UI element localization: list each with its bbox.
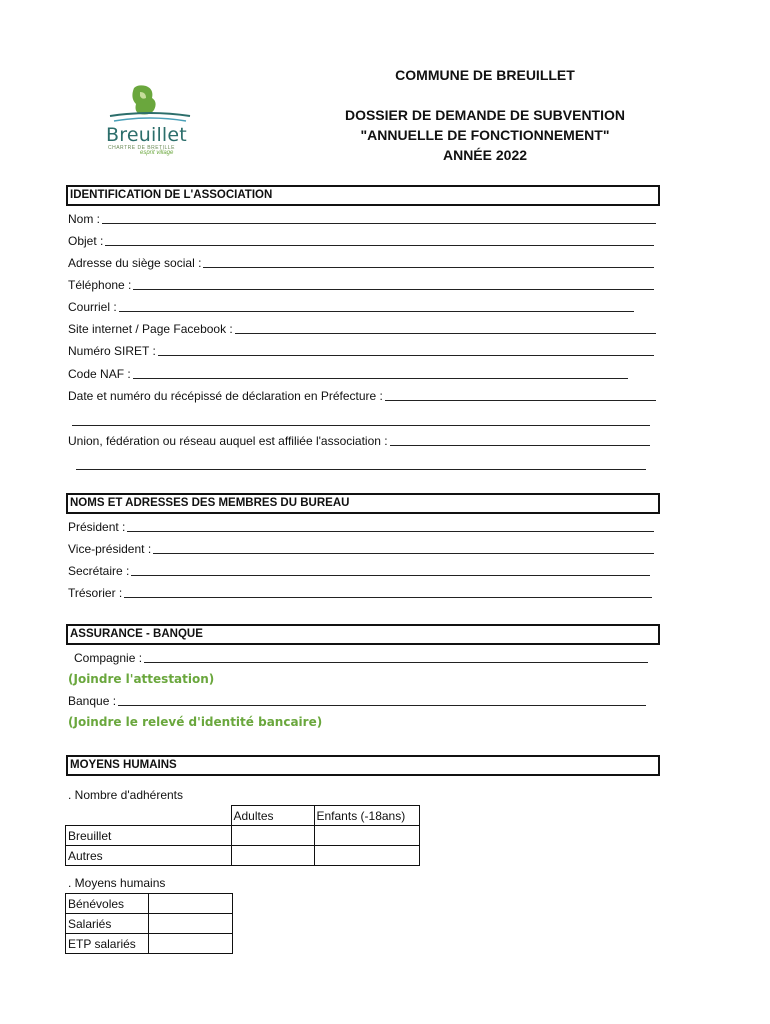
field-president[interactable]: Président : [68,518,654,534]
logo-tagline: esprit village [140,150,174,156]
field-recepisse-continuation[interactable] [72,424,650,426]
table-row [66,914,233,934]
table-row [66,846,420,866]
field-site-internet[interactable]: Site internet / Page Facebook : [68,320,656,336]
cell-etp[interactable] [149,934,233,954]
adherents-label: . Nombre d'adhérents [68,788,184,802]
note-rib: (Joindre le relevé d'identité bancaire) [68,715,323,729]
logo-emblem-icon [104,84,196,128]
breuillet-logo [104,84,196,158]
field-union[interactable]: Union, fédération ou réseau auquel est affiliée l'association : [68,432,650,448]
cell-autres-adultes[interactable] [231,846,314,866]
dossier-year: ANNÉE 2022 [442,147,528,163]
adherents-table [65,805,420,866]
field-recepisse[interactable]: Date et numéro du récépissé de déclaration en Préfecture : [68,387,656,403]
field-siret[interactable]: Numéro SIRET : [68,342,654,358]
section-moyens-title: MOYENS HUMAINS [66,755,660,776]
row-label-breuillet: Breuillet [66,826,232,846]
field-code-naf[interactable]: Code NAF : [68,365,628,381]
field-vice-president[interactable]: Vice-président : [68,540,654,556]
table-row [66,894,233,914]
field-courriel[interactable]: Courriel : [68,298,634,314]
field-adresse[interactable]: Adresse du siège social : [68,254,654,270]
cell-benevoles[interactable] [149,894,233,914]
cell-autres-enfants[interactable] [314,846,419,866]
dossier-subtitle: "ANNUELLE DE FONCTIONNEMENT" [360,127,610,143]
field-banque[interactable]: Banque : [68,692,646,708]
humains-table [65,893,233,954]
row-label-salaries: Salariés [66,914,149,934]
field-union-continuation[interactable] [76,468,646,470]
field-telephone[interactable]: Téléphone : [68,276,654,292]
column-header-enfants: Enfants (-18ans) [314,806,419,826]
section-identification-title: IDENTIFICATION DE L'ASSOCIATION [66,185,660,206]
logo-wordmark: Breuillet [106,124,187,146]
humains-label: . Moyens humains [68,876,166,890]
table-row [66,934,233,954]
cell-breuillet-adultes[interactable] [231,826,314,846]
field-nom[interactable]: Nom : [68,210,656,226]
field-compagnie[interactable]: Compagnie : [74,649,648,665]
field-objet[interactable]: Objet : [68,232,654,248]
table-row [66,826,420,846]
row-label-benevoles: Bénévoles [66,894,149,914]
commune-title: COMMUNE DE BREUILLET [395,67,575,83]
note-attestation: (Joindre l'attestation) [68,672,215,686]
dossier-title: DOSSIER DE DEMANDE DE SUBVENTION [344,107,626,123]
logo-subline: CHARTRE DE BRETILLE [108,145,175,151]
table-row [66,806,420,826]
field-secretaire[interactable]: Secrétaire : [68,562,650,578]
row-label-etp: ETP salariés [66,934,149,954]
cell-salaries[interactable] [149,914,233,934]
section-assurance-title: ASSURANCE - BANQUE [66,624,660,645]
column-header-adultes: Adultes [231,806,314,826]
field-tresorier[interactable]: Trésorier : [68,584,652,600]
section-bureau-title: NOMS ET ADRESSES DES MEMBRES DU BUREAU [66,493,660,514]
cell-breuillet-enfants[interactable] [314,826,419,846]
row-label-autres: Autres [66,846,232,866]
